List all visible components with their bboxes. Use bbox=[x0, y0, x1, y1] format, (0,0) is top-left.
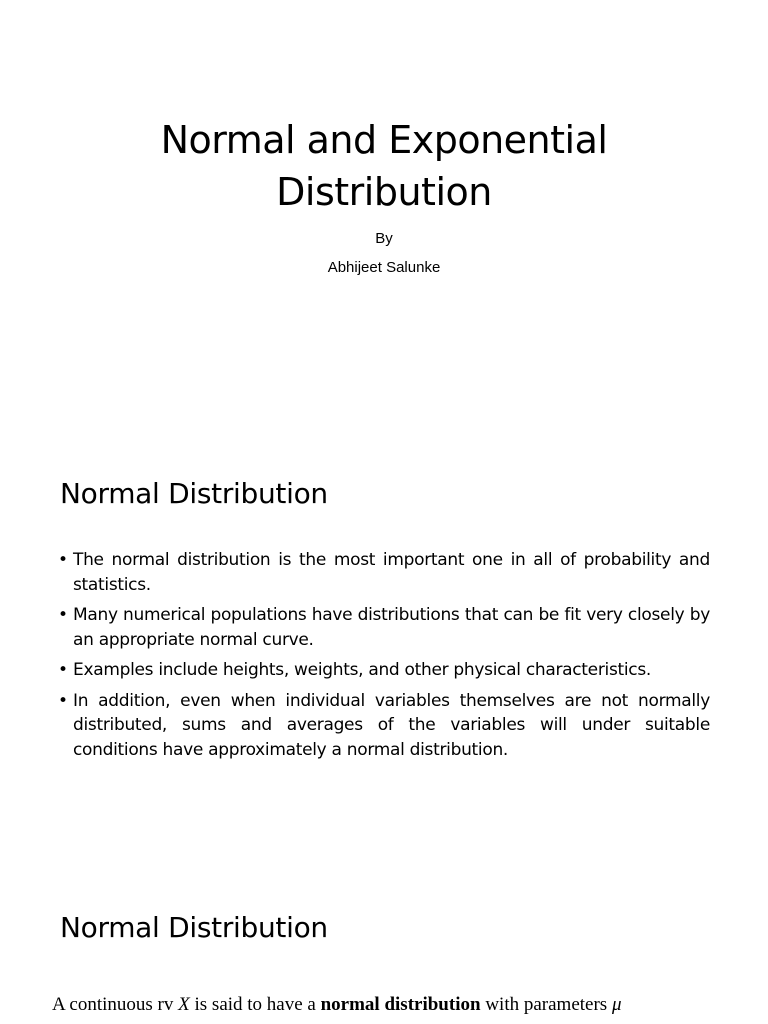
title-line-1: Normal and Exponential bbox=[160, 118, 608, 162]
normal-definition-slide bbox=[0, 864, 768, 1024]
variable-x: X bbox=[178, 994, 190, 1015]
presentation-title bbox=[60, 114, 708, 218]
bullet-item bbox=[58, 689, 710, 763]
definition-middle: is said to have a bbox=[189, 994, 321, 1015]
slide-heading: Normal Distribution bbox=[60, 477, 328, 510]
title-slide bbox=[0, 0, 768, 432]
bullet-icon: • bbox=[58, 605, 68, 625]
bullet-text: In addition, even when individual variables themselves are not normally distributed, sums and averages of the variables will under suitable conditions have approximately a normal distribution. bbox=[73, 690, 710, 760]
title-line-2: Distribution bbox=[276, 170, 492, 214]
bullet-text: The normal distribution is the most important one in all of probability and statistics. bbox=[73, 550, 710, 595]
bullet-item bbox=[58, 658, 710, 683]
term-normal-distribution: normal distribution bbox=[320, 994, 481, 1015]
bullet-item bbox=[58, 548, 710, 597]
bullet-icon: • bbox=[58, 550, 68, 570]
slide-heading: Normal Distribution bbox=[60, 911, 328, 944]
definition-text bbox=[52, 992, 712, 1018]
bullet-text: Many numerical populations have distributions that can be fit very closely by an appropriate normal curve. bbox=[73, 605, 710, 650]
parameter-mu: μ bbox=[611, 994, 622, 1015]
bullet-icon: • bbox=[58, 660, 68, 680]
bullet-list bbox=[58, 548, 710, 768]
bullet-text: Examples include heights, weights, and other physical characteristics. bbox=[73, 660, 652, 680]
bullet-icon: • bbox=[58, 690, 68, 711]
definition-suffix: with parameters bbox=[480, 994, 612, 1015]
by-label: By bbox=[375, 230, 393, 247]
bullet-item bbox=[58, 603, 710, 652]
definition-prefix: A continuous rv bbox=[52, 994, 179, 1015]
author-name: Abhijeet Salunke bbox=[327, 259, 441, 276]
normal-distribution-slide bbox=[0, 432, 768, 864]
